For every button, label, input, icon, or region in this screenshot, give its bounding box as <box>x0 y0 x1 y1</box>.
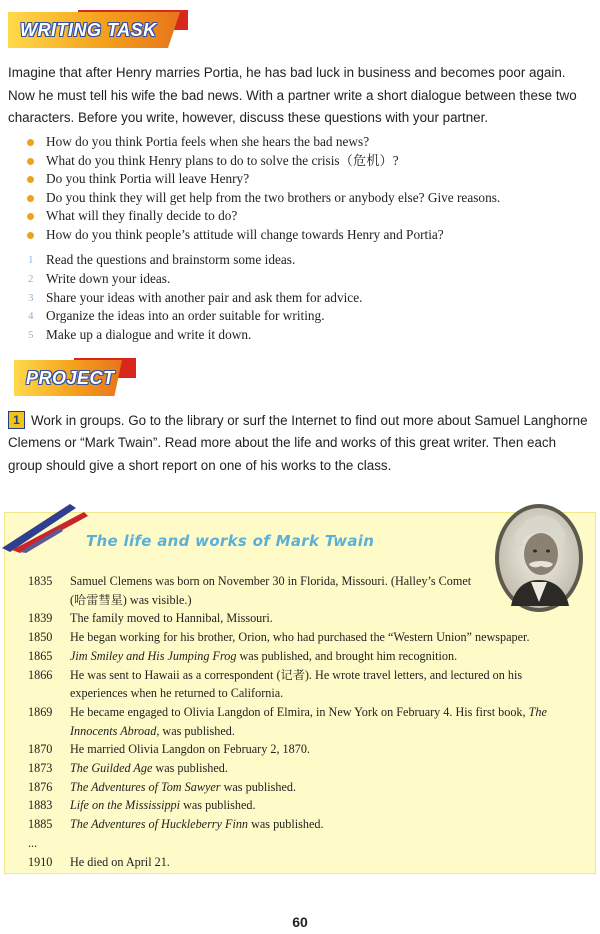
step-item <box>28 307 362 326</box>
timeline-year <box>28 684 70 703</box>
event-text: He died on April 21. <box>70 854 170 869</box>
question-item: Do you think they will get help from the two brothers or anybody else? Give reasons. <box>24 189 500 208</box>
work-title: Life on the Mississippi <box>70 798 181 813</box>
timeline-row <box>28 815 588 834</box>
timeline-year: 1850 <box>28 630 53 645</box>
timeline-event <box>70 796 588 815</box>
timeline-year: 1883 <box>28 798 53 813</box>
question-item: How do you think Portia feels when she hears the bad news? <box>24 133 500 152</box>
timeline-event <box>70 834 588 853</box>
question-list <box>24 133 500 245</box>
step-text: Make up a dialogue and write it down. <box>46 327 252 343</box>
timeline-event <box>70 778 588 797</box>
step-number: 3 <box>28 291 34 304</box>
timeline-year: ... <box>28 835 38 850</box>
page-number: 60 <box>292 914 308 930</box>
question-item: How do you think people’s attitude will change towards Henry and Portia? <box>24 226 500 245</box>
question-item: Do you think Portia will leave Henry? <box>24 170 500 189</box>
work-title: Jim Smiley and His Jumping Frog <box>70 648 237 663</box>
timeline-year: 1876 <box>28 779 53 794</box>
event-text: Samuel Clemens was born on November 30 in Florida, Missouri. (Halley’s Comet <box>70 574 472 588</box>
event-text: was published. <box>248 817 324 832</box>
timeline-row <box>28 722 588 741</box>
timeline-event <box>70 647 588 666</box>
step-item <box>28 289 362 308</box>
task-number-badge: 1 <box>8 411 25 429</box>
timeline-row <box>28 853 588 872</box>
timeline-year: 1885 <box>28 817 53 832</box>
event-text: He was sent to Hawaii as a correspondent (记者). He wrote travel letters, and lectured on his <box>70 667 523 682</box>
timeline-year: 1866 <box>28 667 53 682</box>
timeline-year: 1839 <box>28 611 53 626</box>
timeline-title: The life and works of Mark Twain <box>86 532 375 550</box>
work-title: The Guilded Age <box>70 761 153 776</box>
timeline-row <box>28 834 588 853</box>
timeline-row <box>28 703 588 722</box>
timeline-year: 1835 <box>28 574 53 588</box>
timeline-year: 1869 <box>28 704 53 719</box>
event-text: was published. <box>180 798 256 813</box>
step-text: Organize the ideas into an order suitable for writing. <box>46 308 325 324</box>
step-text: Share your ideas with another pair and ask them for advice. <box>46 289 363 305</box>
timeline-row <box>28 796 588 815</box>
event-text: experiences when he returned to California. <box>70 686 284 701</box>
timeline-event <box>70 759 588 778</box>
timeline-event <box>70 740 588 759</box>
timeline-year: 1873 <box>28 761 53 776</box>
timeline-row <box>28 647 588 666</box>
event-text: The family moved to Hannibal, Missouri. <box>70 611 273 626</box>
step-number: 4 <box>28 310 34 323</box>
writing-task-intro: Imagine that after Henry marries Portia, he has bad luck in business and becomes poor again. Now he must tell his wife the bad news. With a partner write a short dialogue between these two characters. Before you write, however, discuss these questions with your partner. <box>8 65 577 125</box>
step-number: 2 <box>28 272 34 285</box>
writing-task-heading: WRITING TASK <box>20 19 157 40</box>
timeline-row <box>28 572 588 591</box>
timeline-row <box>28 666 588 685</box>
timeline-event <box>70 572 588 591</box>
project-task <box>8 410 592 477</box>
timeline-year: 1865 <box>28 648 53 663</box>
brush-stroke-decoration <box>0 498 90 554</box>
event-text: (哈雷彗星) was visible.) <box>70 592 192 607</box>
timeline-row <box>28 759 588 778</box>
timeline-year <box>28 722 70 741</box>
timeline-row <box>28 740 588 759</box>
timeline-row <box>28 591 588 610</box>
timeline-year: 1870 <box>28 742 53 757</box>
project-banner <box>14 360 122 396</box>
step-text: Write down your ideas. <box>46 270 171 286</box>
work-title: The <box>528 704 547 719</box>
event-text: He married Olivia Langdon on February 2, 1870. <box>70 742 310 757</box>
step-item <box>28 251 362 270</box>
step-list <box>28 251 362 345</box>
step-number: 1 <box>28 254 34 266</box>
event-text: He became engaged to Olivia Langdon of Elmira, in New York on February 4. His first book, <box>70 704 529 719</box>
timeline-event <box>70 609 588 628</box>
event-text: was published. <box>152 761 228 776</box>
work-title: Innocents Abroad <box>70 723 157 738</box>
timeline-event <box>70 703 588 722</box>
project-heading: PROJECT <box>26 367 115 388</box>
event-text: was published, and brought him recognition. <box>236 648 458 663</box>
timeline-year: 1910 <box>28 854 53 869</box>
timeline-row <box>28 684 588 703</box>
timeline-event <box>70 815 588 834</box>
writing-task-banner <box>8 12 180 48</box>
work-title: The Adventures of Huckleberry Finn <box>70 817 249 832</box>
question-item: What will they finally decide to do? <box>24 207 500 226</box>
timeline-event <box>70 722 588 741</box>
timeline-row <box>28 609 588 628</box>
timeline-event <box>70 666 588 685</box>
timeline-event <box>70 591 588 610</box>
event-text: He began working for his brother, Orion, who had purchased the “Western Union” newspaper. <box>70 630 530 645</box>
step-number: 5 <box>28 329 34 342</box>
timeline-event <box>70 628 588 647</box>
timeline-row <box>28 628 588 647</box>
step-item <box>28 326 362 345</box>
work-title: The Adventures of Tom Sawyer <box>70 779 221 794</box>
step-item <box>28 270 362 289</box>
event-text: was published. <box>220 779 297 794</box>
timeline-row <box>28 778 588 797</box>
timeline-event <box>70 853 588 872</box>
project-task-text: Work in groups. Go to the library or surf the Internet to find out more about Samuel Langhorne Clemens or “Mark Twain”. Read more about the life and works of this great writer. Then each group should give a short report on one of his works to the class. <box>8 413 588 473</box>
step-text: Read the questions and brainstorm some ideas. <box>46 252 296 267</box>
timeline-event <box>70 684 588 703</box>
timeline-list <box>28 572 588 871</box>
question-item: What do you think Henry plans to do to solve the crisis（危机）? <box>24 152 500 171</box>
timeline-year <box>28 591 70 610</box>
event-text: , was published. <box>156 723 235 738</box>
